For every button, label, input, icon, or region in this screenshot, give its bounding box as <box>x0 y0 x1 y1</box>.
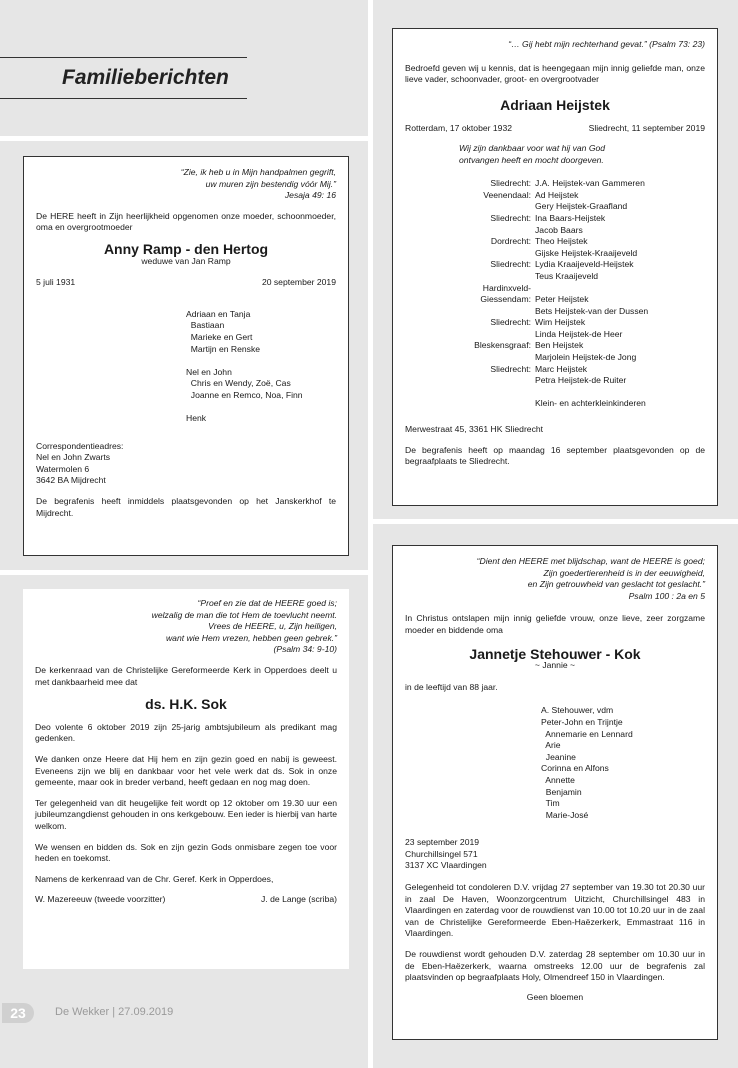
bible-verse: “… Gij hebt mijn rechterhand gevat.” (Psalm 73: 23) <box>508 39 705 49</box>
family-place: Sliedrecht: <box>490 363 531 374</box>
signature-right: J. de Lange (scriba) <box>261 894 337 905</box>
family-names <box>535 387 648 399</box>
family-names: Teus Kraaijeveld <box>535 270 599 281</box>
family-row <box>405 375 648 387</box>
honoree-name: ds. H.K. Sok <box>145 696 227 713</box>
column-divider <box>368 0 373 1068</box>
left-section-divider-2 <box>0 570 368 575</box>
family-names: Klein- en achterkleinkinderen <box>535 398 646 409</box>
page-number: 23 <box>2 1003 34 1023</box>
family-line: Marieke en Gert <box>186 331 253 342</box>
family-line: Peter-John en Trijntje <box>541 716 623 727</box>
family-row <box>405 178 648 190</box>
left-section-divider-1 <box>0 136 368 141</box>
right-section-divider <box>373 519 738 524</box>
family-names: J.A. Heijstek-van Gammeren <box>535 178 645 189</box>
family-names: Marjolein Heijstek-de Jong <box>535 352 637 363</box>
family-place <box>405 329 535 341</box>
gratitude-text: Wij zijn dankbaar voor wat hij van God ontvangen heeft en mocht doorgeven. <box>459 142 606 165</box>
family-place: Sliedrecht: <box>490 212 531 223</box>
family-row <box>405 398 648 410</box>
family-place: Bleskensgraaf: <box>474 340 531 351</box>
family-place <box>405 398 535 410</box>
family-names: Ad Heijstek <box>535 189 579 200</box>
family-line: Chris en Wendy, Zoë, Cas <box>186 378 291 389</box>
family-row <box>405 259 648 271</box>
family-row <box>405 364 648 376</box>
family-names: Lydia Kraaijeveld-Heijstek <box>535 259 634 270</box>
family-row <box>405 340 648 352</box>
family-place <box>405 387 535 399</box>
family-names: Gery Heijstek-Graafland <box>535 201 628 212</box>
bible-verse: “Proef en zie dat de HEERE goed is; welzalig de man die tot Hem de toevlucht neemt. Vrees de HEERE, u, Zijn heiligen, want wie Hem vrezen, hebben geen gebrek.” (Psalm 34: 9-10) <box>151 598 337 655</box>
family-names: Ina Baars-Heijstek <box>535 212 606 223</box>
family-line: Annette <box>541 774 575 785</box>
deceased-nickname: ~ Jannie ~ <box>534 660 576 671</box>
paragraph: Namens de kerkenraad van de Chr. Geref. Kerk in Opperdoes, <box>35 873 274 884</box>
family-place <box>405 225 535 237</box>
family-line: A. Stehouwer, vdm <box>541 705 614 716</box>
deceased-name: Jannetje Stehouwer - Kok <box>469 645 641 662</box>
family-line <box>186 402 336 414</box>
family-line: Joanne en Remco, Noa, Finn <box>186 389 303 400</box>
family-row <box>405 201 648 213</box>
family-names: Theo Heijstek <box>535 236 588 247</box>
family-row <box>405 236 648 248</box>
family-names: Ben Heijstek <box>535 340 584 351</box>
deceased-name: Adriaan Heijstek <box>500 96 610 113</box>
deceased-name: Anny Ramp - den Hertog <box>103 240 269 257</box>
family-line: Tim <box>541 798 560 809</box>
family-row <box>405 248 648 260</box>
family-row <box>405 306 648 318</box>
family-names: Jacob Baars <box>535 224 583 235</box>
announcement-intro: De kerkenraad van de Christelijke Gereformeerde Kerk in Opperdoes deelt u met dankbaarheid mee dat <box>35 664 337 687</box>
family-row <box>405 283 648 295</box>
family-place: Veenendaal: <box>483 189 531 200</box>
page-title: Familieberichten <box>62 66 229 89</box>
family-row <box>405 352 648 364</box>
family-line: Arie <box>541 740 561 751</box>
family-place: Giessendam: <box>480 294 531 305</box>
paragraph: We danken onze Heere dat Hij hem en zijn gezin goed en nabij is geweest. Eveneens zijn we blij en dankbaar voor het vele werk dat ds. Sok in onze gemeente, maar ook in breder verband, heeft gedaan en nog mag doen. <box>35 753 337 788</box>
announcement-sok-jubilee <box>23 589 349 969</box>
family-names: Gijske Heijstek-Kraaijeveld <box>535 247 638 258</box>
home-address: Merwestraat 45, 3361 HK Sliedrecht <box>405 424 544 435</box>
family-row <box>405 213 648 225</box>
death-date: 20 september 2019 <box>261 277 336 288</box>
family-line: Adriaan en Tanja <box>186 308 251 319</box>
deceased-subtitle: weduwe van Jan Ramp <box>141 255 231 266</box>
family-line: Martijn en Renske <box>186 343 261 354</box>
family-row <box>405 387 648 399</box>
family-line: Jeanine <box>541 751 576 762</box>
family-place: Hardinxveld- <box>482 282 531 293</box>
life-dates <box>405 123 705 135</box>
family-place <box>405 306 535 318</box>
family-names: Marc Heijstek <box>535 363 588 374</box>
family-line: Henk <box>186 413 207 424</box>
family-list <box>186 309 336 425</box>
funeral-note: De begrafenis heeft op maandag 16 september plaatsgevonden op de begraafplaats te Sliedrecht. <box>405 444 705 467</box>
family-names <box>535 283 648 295</box>
family-place <box>405 248 535 260</box>
family-row <box>405 294 648 306</box>
family-row <box>405 225 648 237</box>
obituary-anny-ramp <box>23 156 349 556</box>
bible-verse: “Zie, ik heb u in Mijn handpalmen gegrift, uw muren zijn bestendig vóór Mij.” Jesaja 49: 16 <box>180 167 336 201</box>
funeral-note: De begrafenis heeft inmiddels plaatsgevonden op het Janskerkhof te Mijdrecht. <box>36 496 336 518</box>
signature-left: W. Mazereeuw (tweede voorzitter) <box>35 894 166 905</box>
family-place <box>405 201 535 213</box>
condolence-info: Gelegenheid tot condoleren D.V. vrijdag 27 september van 19.30 tot 20.30 uur in zaal De Haven, Woonzorgcentrum Uitzicht, Churchillsingel 483 in Vlaardingen en zaterdag voor de rouwdienst van 10.00 tot 10.20 uur in de zaal van de Christelijke Gereformeerde Eben-Haëzerkerk, Emmastraat 116 in Vlaardingen. <box>405 882 705 939</box>
family-line <box>186 355 336 367</box>
family-table <box>405 178 648 410</box>
death-date: Sliedrecht, 11 september 2019 <box>588 123 705 134</box>
family-place <box>405 352 535 364</box>
age-line: in de leeftijd van 88 jaar. <box>405 681 498 692</box>
family-line: Annemarie en Lennard <box>541 728 633 739</box>
family-names: Peter Heijstek <box>535 294 589 305</box>
paragraph: Deo volente 6 oktober 2019 zijn 25-jarig ambtsjubileum als predikant mag gedenken. <box>35 721 337 744</box>
family-list <box>541 705 705 821</box>
announcement-intro: De HERE heeft in Zijn heerlijkheid opgenomen onze moeder, schoonmoeder, oma en overgrootmoeder <box>36 210 336 233</box>
family-line: Corinna en Alfons <box>541 763 609 774</box>
family-place <box>405 271 535 283</box>
birth-date: Rotterdam, 17 oktober 1932 <box>405 123 513 134</box>
family-line: Bastiaan <box>186 320 225 331</box>
bible-verse: “Dient den HEERE met blijdschap, want de HEERE is goed; Zijn goedertierenheid is in der eeuwigheid, en Zijn getrouwheid van geslacht tot geslacht.” Psalm 100 : 2a en 5 <box>476 556 705 601</box>
service-info: De rouwdienst wordt gehouden D.V. zaterdag 28 september om 10.30 uur in de Eben-Haëzerkerk, waarna omstreeks 12.00 uur de begrafenis zal plaatsvinden op begraafplaats Holy, Olmendreef 150 in Vlaardingen. <box>405 949 705 983</box>
family-place: Dordrecht: <box>490 236 531 247</box>
announcement-intro: Bedroefd geven wij u kennis, dat is heengegaan mijn innig geliefde man, onze lieve vader, schoonvader, groot- en overgrootvader <box>405 62 705 85</box>
family-row <box>405 317 648 329</box>
family-names: Linda Heijstek-de Heer <box>535 328 623 339</box>
family-names: Petra Heijstek-de Ruiter <box>535 375 627 386</box>
family-place: Sliedrecht: <box>490 178 531 189</box>
correspondence-address: Correspondentieadres: Nel en John Zwarts Watermolen 6 3642 BA Mijdrecht <box>36 440 124 486</box>
signatures <box>35 894 337 906</box>
family-row <box>405 190 648 202</box>
obituary-jannetje-stehouwer-kok <box>392 545 718 1040</box>
no-flowers-note: Geen bloemen <box>526 991 584 1002</box>
paragraph: We wensen en bidden ds. Sok en zijn gezin Gods onmisbare zegen toe voor heden en toekomst. <box>35 841 337 864</box>
life-dates <box>36 277 336 289</box>
family-place: Sliedrecht: <box>490 259 531 270</box>
family-row <box>405 329 648 341</box>
family-line: Benjamin <box>541 786 582 797</box>
publication-info: De Wekker | 27.09.2019 <box>55 1006 174 1018</box>
family-names: Bets Heijstek-van der Dussen <box>535 305 649 316</box>
family-place: Sliedrecht: <box>490 317 531 328</box>
announcement-intro: In Christus ontslapen mijn innig geliefde vrouw, onze lieve, zeer zorgzame moeder en biddende oma <box>405 613 705 635</box>
family-names: Wim Heijstek <box>535 317 586 328</box>
family-row <box>405 271 648 283</box>
home-address: 23 september 2019 Churchillsingel 571 3137 XC Vlaardingen <box>405 837 487 871</box>
family-line: Nel en John <box>186 366 232 377</box>
birth-date: 5 juli 1931 <box>36 277 76 288</box>
family-place <box>405 375 535 387</box>
obituary-adriaan-heijstek <box>392 28 718 506</box>
paragraph: Ter gelegenheid van dit heugelijke feit wordt op 12 oktober om 19.30 uur een jubileumzangdienst gehouden in ons kerkgebouw. Een ieder is hierbij van harte welkom. <box>35 797 337 831</box>
family-line: Marie-José <box>541 809 589 820</box>
